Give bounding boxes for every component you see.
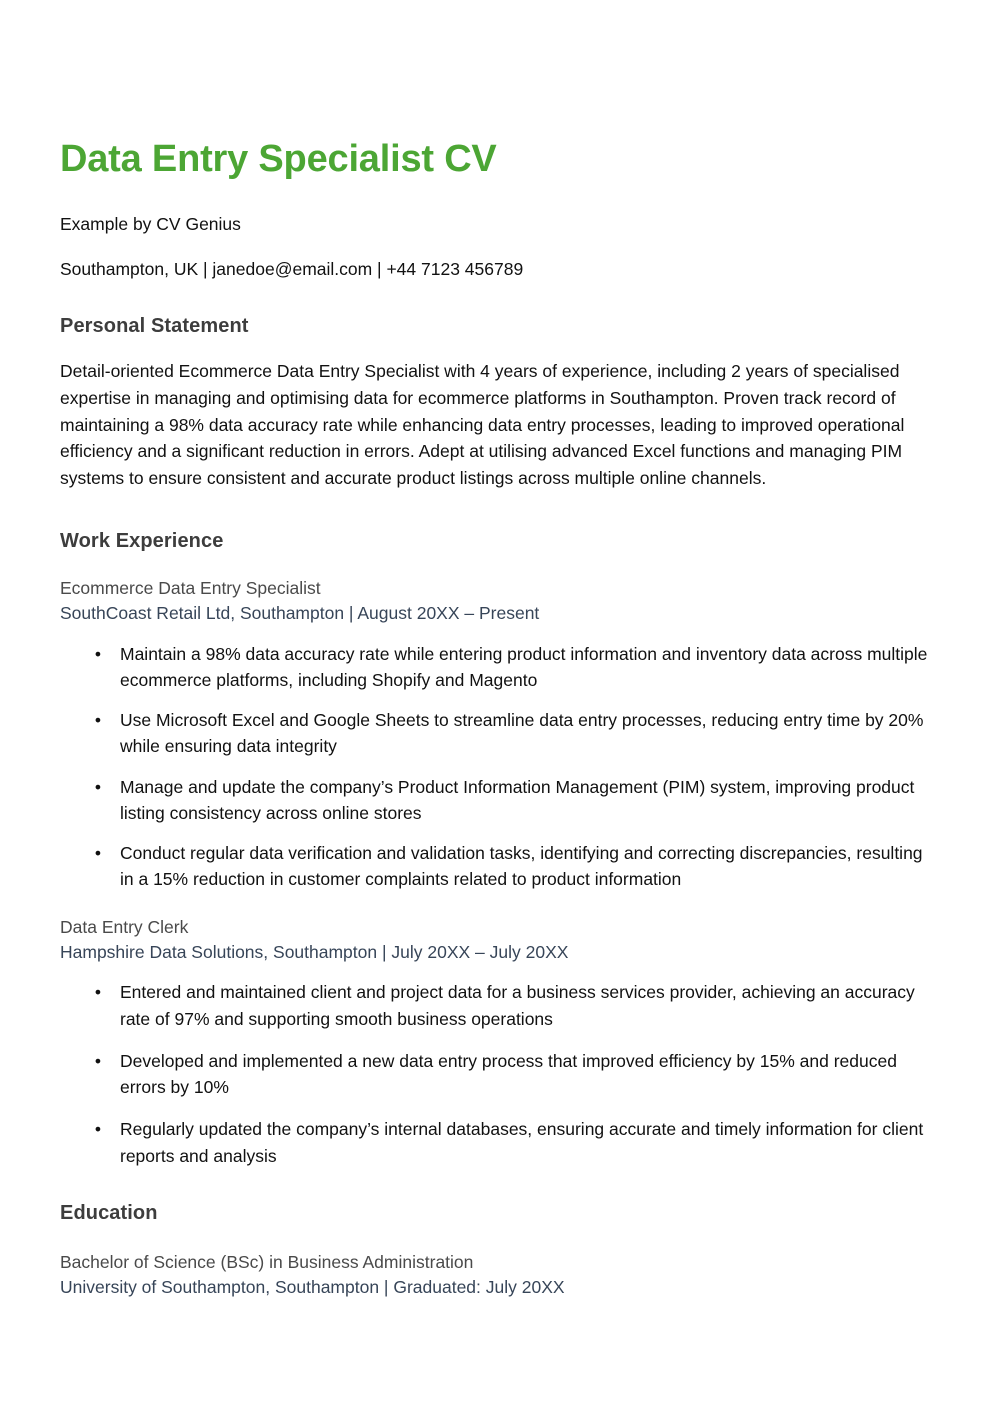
- bullet-icon: •: [94, 643, 102, 664]
- bullet-icon: •: [94, 1119, 102, 1140]
- list-item-text: Developed and implemented a new data entry process that improved efficiency by 15% and reduced errors by 10%: [120, 1050, 897, 1098]
- work-entry: [60, 893, 936, 1169]
- list-item: [60, 707, 936, 760]
- list-item-text: Conduct regular data verification and validation tasks, identifying and correcting discrepancies, resulting in a 15% reduction in customer complaints related to product information: [120, 843, 923, 890]
- job-bullet-list: [60, 627, 936, 893]
- section-heading-personal-statement: Personal Statement: [60, 315, 249, 338]
- list-item-text: Manage and update the company’s Product Information Management (PIM) system, improving product listing consistency across online stores: [120, 776, 915, 823]
- bullet-icon: •: [94, 982, 102, 1003]
- work-entry: [60, 554, 936, 893]
- list-item: [60, 840, 936, 893]
- job-title: Data Entry Clerk: [60, 916, 189, 937]
- job-meta: SouthCoast Retail Ltd, Southampton | August 20XX – Present: [60, 603, 540, 624]
- bullet-icon: •: [94, 1050, 102, 1071]
- bullet-icon: •: [94, 776, 102, 797]
- job-bullet-list: [60, 965, 936, 1169]
- contact-line: Southampton, UK | janedoe@email.com | +44 7123 456789: [60, 259, 524, 280]
- list-item-text: Entered and maintained client and project data for a business services provider, achieving an accuracy rate of 97% and supporting smooth business operations: [120, 982, 915, 1029]
- list-item: [60, 1116, 936, 1169]
- bullet-icon: •: [94, 843, 102, 864]
- byline: Example by CV Genius: [60, 213, 241, 234]
- list-item-text: Regularly updated the company’s internal databases, ensuring accurate and timely information for client reports and analysis: [120, 1119, 924, 1166]
- section-heading-education: Education: [60, 1201, 158, 1224]
- job-meta: Hampshire Data Solutions, Southampton | July 20XX – July 20XX: [60, 942, 569, 962]
- list-item-text: Maintain a 98% data accuracy rate while entering product information and inventory data across multiple ecommerce platforms, including Shopify and Magento: [120, 643, 928, 690]
- degree-meta: University of Southampton, Southampton | Graduated: July 20XX: [60, 1277, 565, 1298]
- bullet-icon: •: [94, 710, 102, 731]
- personal-statement-body: Detail-oriented Ecommerce Data Entry Specialist with 4 years of experience, including 2 years of specialised expertise in managing and optimising data for ecommerce platforms in Southampton. Proven track record of maintaining a 98% data accuracy rate while enhancing data entry processes, leading to improved operational efficiency and a significant reduction in errors. Adept at utilising advanced Excel functions and managing PIM systems to ensure consistent and accurate product listings across multiple online channels.: [60, 361, 905, 489]
- cv-content-column: [60, 0, 936, 1301]
- section-heading-work-experience: Work Experience: [60, 529, 224, 552]
- list-item-text: Use Microsoft Excel and Google Sheets to streamline data entry processes, reducing entry time by 20% while ensuring data integrity: [120, 710, 924, 757]
- education-entry: [60, 1226, 936, 1301]
- degree-title: Bachelor of Science (BSc) in Business Administration: [60, 1251, 474, 1272]
- page-title: Data Entry Specialist CV: [60, 138, 497, 180]
- list-item: [60, 774, 936, 827]
- list-item: [60, 641, 936, 694]
- list-item: [60, 979, 936, 1032]
- job-title: Ecommerce Data Entry Specialist: [60, 577, 321, 598]
- list-item: [60, 1048, 936, 1101]
